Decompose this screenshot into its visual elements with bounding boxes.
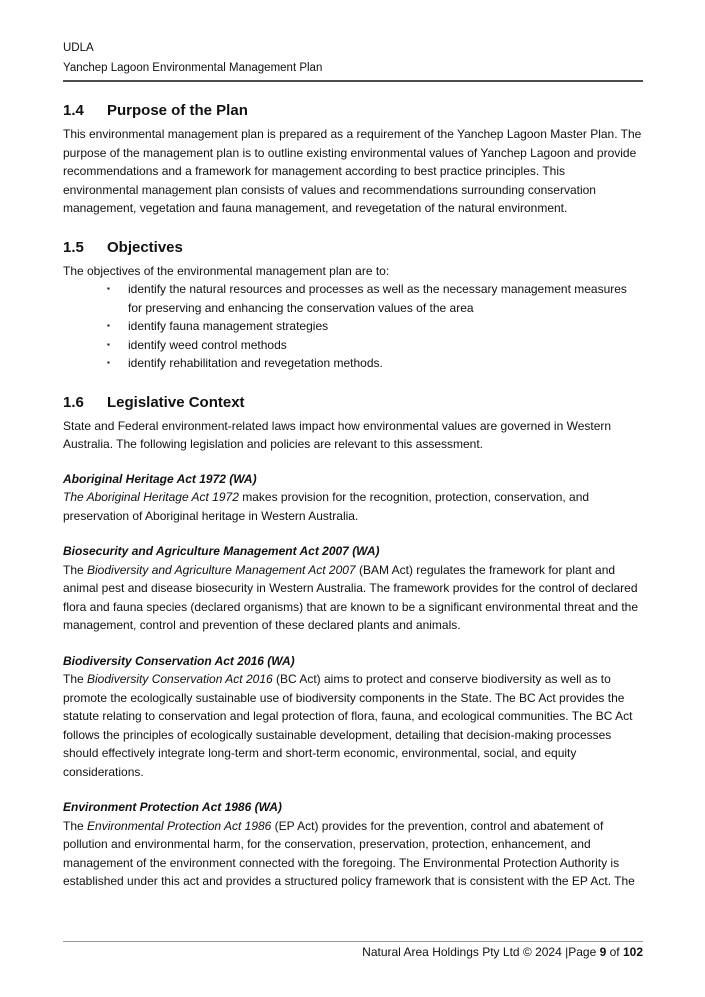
act-heading-biodiversity-conservation: Biodiversity Conservation Act 2016 (WA) <box>63 653 295 668</box>
legislative-intro: State and Federal environment-related laws impact how environmental values are governed in Western Australia. The following legislation and policies are relevant to this assessment. <box>63 418 612 451</box>
section-title-objectives: Objectives <box>107 238 183 256</box>
objectives-bullet-list <box>63 280 643 373</box>
section-heading-legislative <box>63 393 643 413</box>
section-number-purpose: 1.4 <box>63 102 84 119</box>
purpose-paragraph: This environmental management plan is prepared as a requirement of the Yanchep Lagoon Master Plan. The purpose of the management plan is to outline existing environmental values of Yanchep Lagoon and provide recommendations and a framework for management according to best practice principles. This environmental management plan consists of values and recommendations surrounding conservation management, vegetation and fauna management, and revegetation of the natural environment. <box>63 127 642 215</box>
act-paragraph-aboriginal-heritage: The Aboriginal Heritage Act 1972 makes provision for the recognition, protection, conservation, and preservation of Aboriginal heritage in Western Australia. <box>63 490 590 523</box>
section-title-purpose: Purpose of the Plan <box>107 102 248 119</box>
bullet-text: identify the natural resources and processes as well as the necessary management measures for preserving and enhancing the conservation values of the area <box>128 282 627 315</box>
list-item <box>63 336 643 355</box>
bullet-icon: ▪ <box>107 358 110 367</box>
page-header <box>63 38 643 82</box>
footer-text: Natural Area Holdings Pty Ltd © 2024 |Page 9 of 102 <box>362 945 643 959</box>
act-heading-environment-protection: Environment Protection Act 1986 (WA) <box>63 800 282 814</box>
bullet-icon: ▪ <box>107 339 110 349</box>
section-heading-objectives <box>63 238 643 258</box>
bullet-text: identify fauna management strategies <box>128 319 329 333</box>
act-heading-biosecurity: Biosecurity and Agriculture Management Act 2007 (WA) <box>63 544 380 558</box>
section-number-legislative: 1.6 <box>63 393 84 411</box>
page-footer <box>63 941 643 960</box>
objectives-intro: The objectives of the environmental management plan are to: <box>63 263 390 278</box>
section-heading-purpose <box>63 101 643 121</box>
act-paragraph-biosecurity: The Biodiversity and Agriculture Management Act 2007 (BAM Act) regulates the framework for plant and animal pest and disease biosecurity in Western Australia. The framework provides for the control of declared flora and fauna species (declared organisms) that are known to be a significant environmental threat and the management, control and prevention of these declared plants and animals. <box>63 562 639 632</box>
list-item <box>63 354 643 373</box>
section-number-objectives: 1.5 <box>63 238 84 256</box>
header-document-title: Yanchep Lagoon Environmental Management Plan <box>63 62 323 74</box>
list-item <box>63 317 643 336</box>
bullet-icon: ▪ <box>107 284 110 293</box>
header-company: UDLA <box>63 42 94 54</box>
bullet-text: identify rehabilitation and revegetation methods. <box>128 356 383 370</box>
act-paragraph-environment-protection: The Environmental Protection Act 1986 (EP Act) provides for the prevention, control and abatement of pollution and environmental harm, for the conservation, preservation, protection, enhancement, and management of the environment connected with the foregoing. The Environmental Protection Authority is established under this act and provides a structured policy framework that is consistent with the EP Act. The <box>63 818 635 888</box>
act-heading-aboriginal-heritage: Aboriginal Heritage Act 1972 (WA) <box>63 471 257 486</box>
section-title-legislative: Legislative Context <box>107 393 245 411</box>
bullet-text: identify weed control methods <box>128 337 287 352</box>
act-paragraph-biodiversity-conservation: The Biodiversity Conservation Act 2016 (BC Act) aims to protect and conserve biodiversity as well as to promote the ecologically sustainable use of biodiversity components in the State. The BC Act provides the statute relating to conservation and legal protection of flora, fauna, and ecological communities. The BC Act follows the principles of ecologically sustainable development, detailing that decision-making processes should effectively integrate long-term and short-term economic, environmental, social, and equity considerations. <box>63 672 633 779</box>
bullet-icon: ▪ <box>107 321 110 330</box>
list-item <box>63 280 643 317</box>
